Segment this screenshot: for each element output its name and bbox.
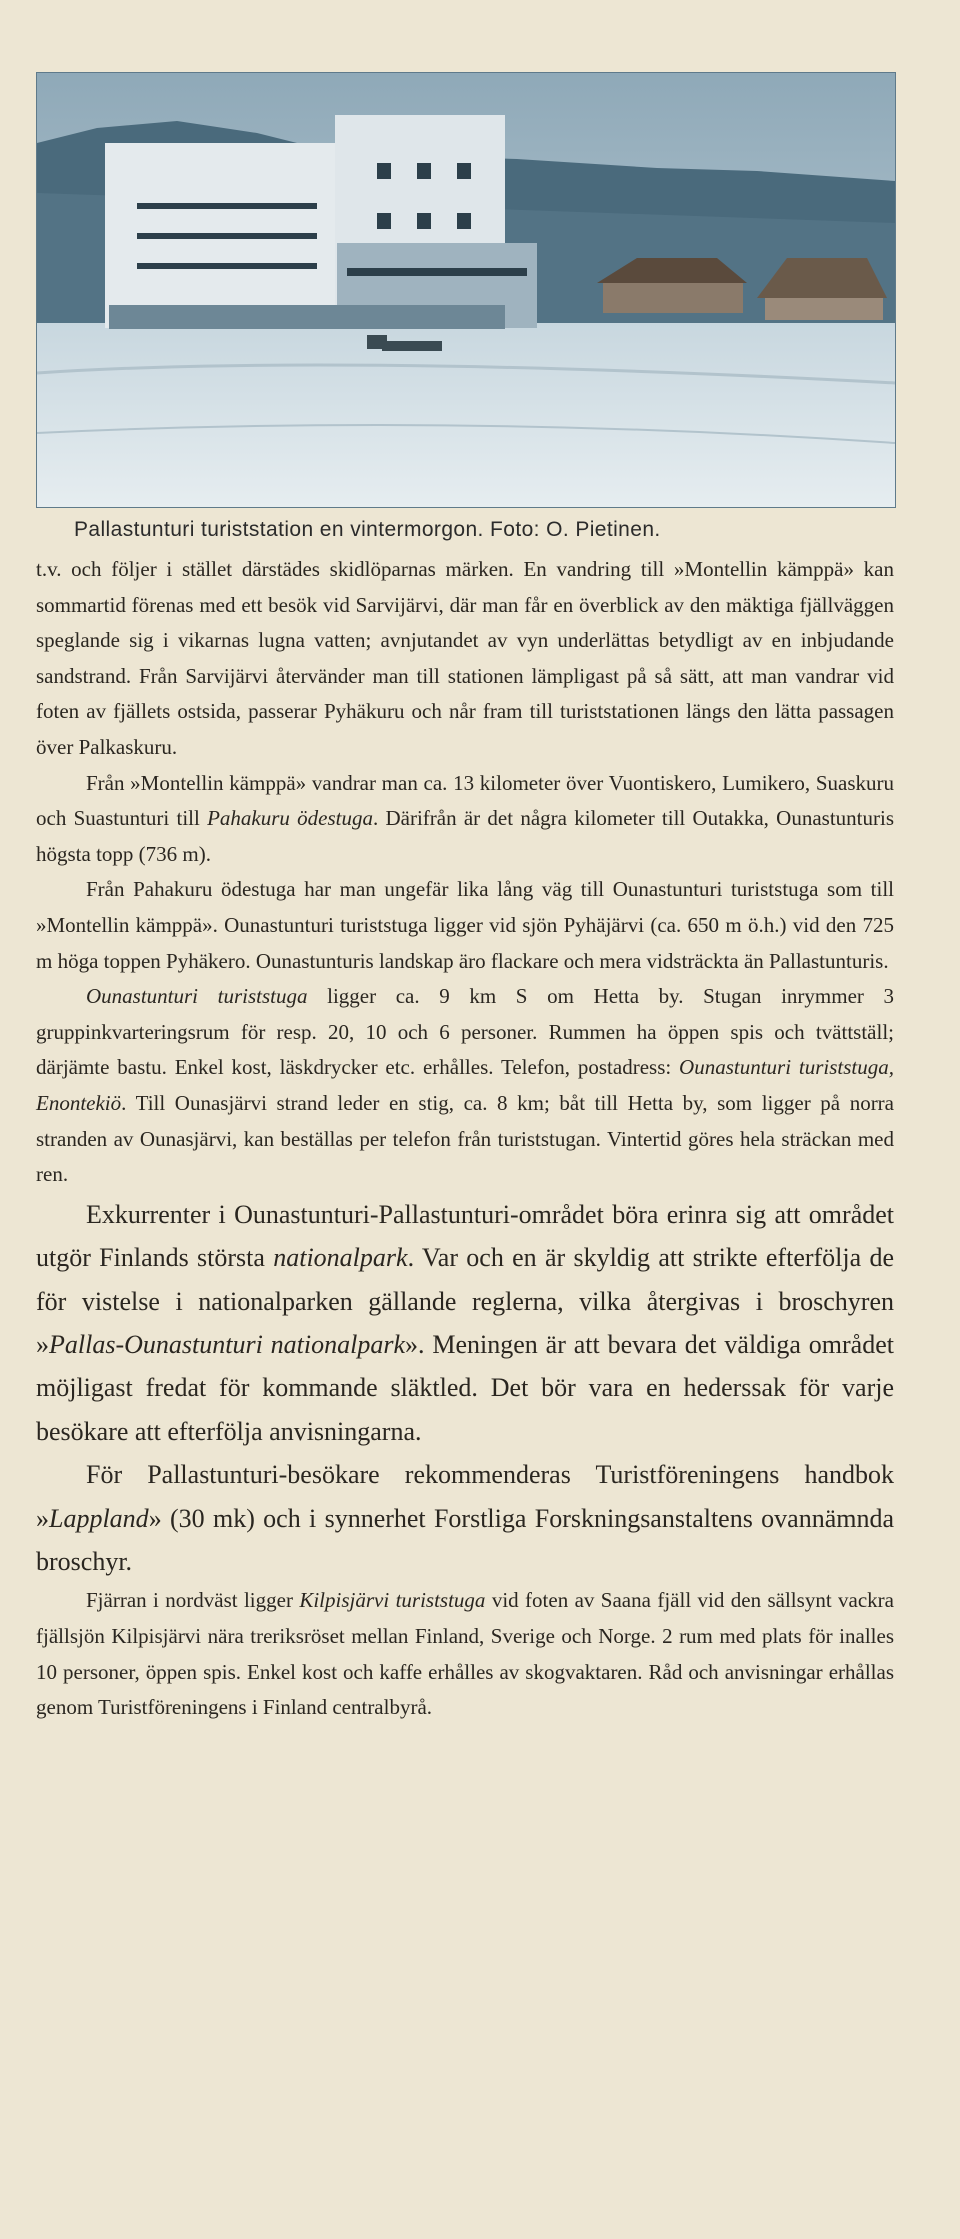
text-run: Från Pahakuru ödestuga har man ungefär lika lång väg till Ounastunturi turiststuga som till »Montellin kämppä». Ounastunturi turiststuga ligger vid sjön Pyhäjärvi (ca. 650 m ö.h.) vid den 725 m höga toppen Pyhäkero. Ounastunturis landskap äro flackare och mera vidsträckta än Pallastunturis. xyxy=(36,877,894,973)
paragraph xyxy=(36,552,894,766)
text-run: Exkurrenter i Ounastunturi-Pallastunturi-området böra erinra sig att området utgör Finlands största xyxy=(36,1199,894,1273)
italic-text: Pallas-Ounastunturi nationalpark xyxy=(49,1329,405,1359)
text-run: Fjärran i nordväst ligger xyxy=(86,1588,300,1613)
text-run: t.v. och följer i stället därstädes skidlöparnas märken. En vandring till »Montellin kämppä» kan sommartid förenas med ett besök vid Sarvijärvi, där man får en överblick av den mäktiga fjällväggen speglande sig i vikarnas lugna vatten; avnjutandet av vyn underlättas betydligt av en inbjudande sandstrand. Från Sarvijärvi återvänder man till stationen lämpligast på så sätt, att man vandrar vid foten av fjällets ostsida, passerar Pyhäkuru och når fram till turiststationen längs den lätta passagen över Palkaskuru. xyxy=(36,557,894,759)
paragraph xyxy=(36,1453,894,1583)
small-text-block xyxy=(36,552,894,1193)
hotel-photo xyxy=(36,72,896,508)
text-run: ligger ca. 9 km S om Hetta by. Stugan inrymmer 3 gruppinkvarteringsrum för resp. 20, 10 och 6 personer. Rummen ha öppen spis och tvättställ; därjämte bastu. Enkel kost, läskdrycker etc. erhålles. Telefon, postadress: xyxy=(36,984,895,1080)
article-text xyxy=(36,552,894,1726)
italic-text: Kilpisjärvi turiststuga xyxy=(299,1588,486,1613)
text-run: vid foten av Saana fjäll vid den sällsynt vackra fjällsjön Kilpisjärvi nära treriksröset mellan Finland, Sverige och Norge. 2 rum med plats för inalles 10 personer, öppen spis. Enkel kost och kaffe erhålles av skogvaktaren. Råd och anvisningar erhållas genom Turistföreningens i Finland centralbyrå. xyxy=(36,1588,894,1720)
italic-text: nationalpark xyxy=(273,1243,408,1273)
text-run: För Pallastunturi-besökare rekommenderas Turistföreningens handbok » xyxy=(36,1460,894,1533)
paragraph xyxy=(36,766,894,873)
paragraph xyxy=(36,1583,894,1725)
small-text-block xyxy=(36,1583,894,1725)
photo-caption: Pallastunturi turiststation en vintermorgon. Foto: O. Pietinen. xyxy=(74,518,661,541)
hotel-illustration xyxy=(37,73,895,507)
italic-text: Pahakuru ödestuga xyxy=(207,806,373,831)
italic-text: Lappland xyxy=(49,1503,149,1533)
italic-text: Ounastunturi turiststuga xyxy=(86,984,308,1009)
paragraph xyxy=(36,872,894,979)
large-text-block xyxy=(36,1193,894,1584)
text-run: . Därifrån är det några kilometer till Outakka, Ounastunturis högsta topp (736 m). xyxy=(36,806,894,866)
text-run: . Till Ounasjärvi strand leder en stig, ca. 8 km; båt till Hetta by, som ligger på norra stranden av Ounasjärvi, kan beställas per telefon från turiststugan. Vintertid göres hela sträckan med ren. xyxy=(36,1090,894,1187)
paragraph xyxy=(36,979,894,1193)
text-run: » (30 mk) och i synnerhet Forstliga Forskningsanstaltens ovannämnda broschyr. xyxy=(36,1503,894,1576)
text-run: . Var och en är skyldig att strikte efterfölja de för vistelse i nationalparken gällande reglerna, vilka återgivas i broschyren » xyxy=(36,1243,894,1359)
italic-text: Ounastunturi turiststuga, Enontekiö xyxy=(36,1055,894,1115)
paragraph xyxy=(36,1193,894,1453)
text-run: ». Meningen är att bevara det väldiga området möjligast fredat för kommande släktled. Det bör vara en hederssak för varje besökare att efterfölja anvisningarna. xyxy=(36,1329,894,1446)
text-run: Från »Montellin kämppä» vandrar man ca. 13 kilometer över Vuontiskero, Lumikero, Suaskuru och Suastunturi till xyxy=(36,770,894,831)
